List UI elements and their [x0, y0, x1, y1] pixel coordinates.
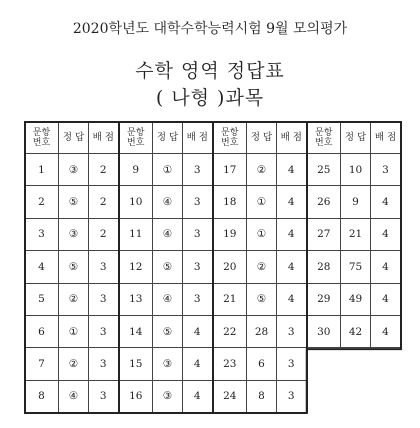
answer-cell: ③ — [59, 154, 89, 186]
answer-cell: 28 — [247, 315, 277, 347]
points-cell: 4 — [277, 251, 307, 283]
header-number-line2: 번호 — [32, 137, 51, 148]
answer-cell: ① — [247, 186, 277, 218]
points-cell: 3 — [183, 154, 213, 186]
points-cell: 3 — [277, 348, 307, 380]
answer-cell: ⑤ — [153, 251, 183, 283]
points-cell: 3 — [183, 283, 213, 315]
exam-title: 2020학년도 대학수학능력시험 9월 모의평가 — [72, 21, 348, 37]
question-number-cell: 25 — [307, 154, 341, 186]
question-number-cell: 23 — [213, 348, 247, 380]
table-row — [25, 348, 401, 380]
points-cell: 3 — [183, 218, 213, 250]
answer-cell: 75 — [341, 251, 371, 283]
question-number-cell: 2 — [25, 186, 59, 218]
question-number-cell: 8 — [25, 380, 59, 412]
answer-cell: ④ — [59, 380, 89, 412]
question-number-cell: 20 — [213, 251, 247, 283]
answer-cell: 21 — [341, 218, 371, 250]
points-cell: 3 — [89, 380, 119, 412]
points-cell: 4 — [183, 348, 213, 380]
table-row — [25, 380, 401, 412]
points-cell: 4 — [183, 380, 213, 412]
header-number-line2: 번호 — [127, 137, 145, 148]
question-number-cell: 26 — [307, 186, 341, 218]
answer-cell: ② — [59, 348, 89, 380]
question-number-cell: 14 — [119, 315, 153, 347]
answer-cell: ② — [59, 283, 89, 315]
header-number-line2: 번호 — [221, 137, 239, 148]
points-cell: 4 — [371, 218, 401, 250]
question-number-cell: 3 — [25, 218, 59, 250]
answer-cell: 9 — [341, 186, 371, 218]
points-cell: 3 — [183, 251, 213, 283]
points-cell: 4 — [277, 283, 307, 315]
answer-cell: ③ — [153, 380, 183, 412]
header-answer: 정 답 — [59, 122, 89, 154]
table-row — [25, 315, 401, 347]
answer-cell: 10 — [341, 154, 371, 186]
header-number-line1: 문항 — [315, 127, 333, 138]
table-row — [25, 283, 401, 315]
answer-cell: ⑤ — [153, 315, 183, 347]
subject-type: ( 나형 )과목 — [155, 87, 265, 109]
answer-sheet-title: 수학 영역 정답표 — [135, 60, 285, 82]
table-row — [25, 251, 401, 283]
answer-cell: ⑤ — [247, 283, 277, 315]
header-question-number — [213, 122, 247, 154]
header-number-line1: 문항 — [221, 127, 239, 138]
points-cell: 3 — [277, 315, 307, 347]
header-answer: 정 답 — [247, 122, 277, 154]
points-cell: 4 — [277, 186, 307, 218]
question-number-cell: 15 — [119, 348, 153, 380]
answer-cell: ④ — [153, 218, 183, 250]
question-number-cell: 30 — [307, 315, 341, 347]
points-cell: 3 — [371, 154, 401, 186]
header-number-line1: 문항 — [32, 127, 51, 138]
points-cell: 4 — [183, 315, 213, 347]
empty-cell — [307, 348, 401, 380]
points-cell: 4 — [371, 186, 401, 218]
question-number-cell: 7 — [25, 348, 59, 380]
header-question-number — [119, 122, 153, 154]
question-number-cell: 28 — [307, 251, 341, 283]
question-number-cell: 4 — [25, 251, 59, 283]
points-cell: 4 — [371, 251, 401, 283]
answer-cell: ③ — [153, 348, 183, 380]
answer-table — [24, 121, 401, 413]
answer-cell: ⑤ — [59, 251, 89, 283]
question-number-cell: 21 — [213, 283, 247, 315]
answer-cell: 8 — [247, 380, 277, 412]
table-row — [25, 186, 401, 218]
header-answer: 정 답 — [153, 122, 183, 154]
header-answer: 정 답 — [341, 122, 371, 154]
question-number-cell: 16 — [119, 380, 153, 412]
points-cell: 3 — [277, 380, 307, 412]
question-number-cell: 6 — [25, 315, 59, 347]
question-number-cell: 18 — [213, 186, 247, 218]
question-number-cell: 29 — [307, 283, 341, 315]
table-header-row — [25, 122, 401, 154]
answer-cell: 6 — [247, 348, 277, 380]
points-cell: 3 — [89, 348, 119, 380]
header-number-line1: 문항 — [127, 127, 145, 138]
points-cell: 2 — [89, 218, 119, 250]
points-cell: 4 — [371, 283, 401, 315]
points-cell: 4 — [277, 154, 307, 186]
answer-cell: 42 — [341, 315, 371, 347]
question-number-cell: 9 — [119, 154, 153, 186]
answer-cell: ① — [59, 315, 89, 347]
header-points: 배 점 — [277, 122, 307, 154]
question-number-cell: 17 — [213, 154, 247, 186]
header-points: 배 점 — [183, 122, 213, 154]
answer-cell: ⑤ — [59, 186, 89, 218]
header-question-number — [25, 122, 59, 154]
question-number-cell: 11 — [119, 218, 153, 250]
header-number-line2: 번호 — [315, 137, 333, 148]
points-cell: 4 — [277, 218, 307, 250]
answer-cell: ② — [247, 251, 277, 283]
question-number-cell: 1 — [25, 154, 59, 186]
table-row — [25, 218, 401, 250]
answer-cell: ① — [153, 154, 183, 186]
points-cell: 3 — [183, 186, 213, 218]
header-points: 배 점 — [371, 122, 401, 154]
answer-cell: ④ — [153, 186, 183, 218]
answer-cell: ② — [247, 154, 277, 186]
question-number-cell: 13 — [119, 283, 153, 315]
question-number-cell: 22 — [213, 315, 247, 347]
points-cell: 3 — [89, 251, 119, 283]
header-question-number — [307, 122, 341, 154]
empty-cell — [307, 380, 401, 412]
answer-cell: 49 — [341, 283, 371, 315]
question-number-cell: 27 — [307, 218, 341, 250]
answer-cell: ④ — [153, 283, 183, 315]
question-number-cell: 12 — [119, 251, 153, 283]
question-number-cell: 5 — [25, 283, 59, 315]
points-cell: 2 — [89, 186, 119, 218]
points-cell: 3 — [89, 283, 119, 315]
question-number-cell: 24 — [213, 380, 247, 412]
points-cell: 2 — [89, 154, 119, 186]
answer-cell: ③ — [59, 218, 89, 250]
table-row — [25, 154, 401, 186]
points-cell: 4 — [371, 315, 401, 347]
answer-cell: ① — [247, 218, 277, 250]
points-cell: 3 — [89, 315, 119, 347]
header-points: 배 점 — [89, 122, 119, 154]
question-number-cell: 19 — [213, 218, 247, 250]
question-number-cell: 10 — [119, 186, 153, 218]
